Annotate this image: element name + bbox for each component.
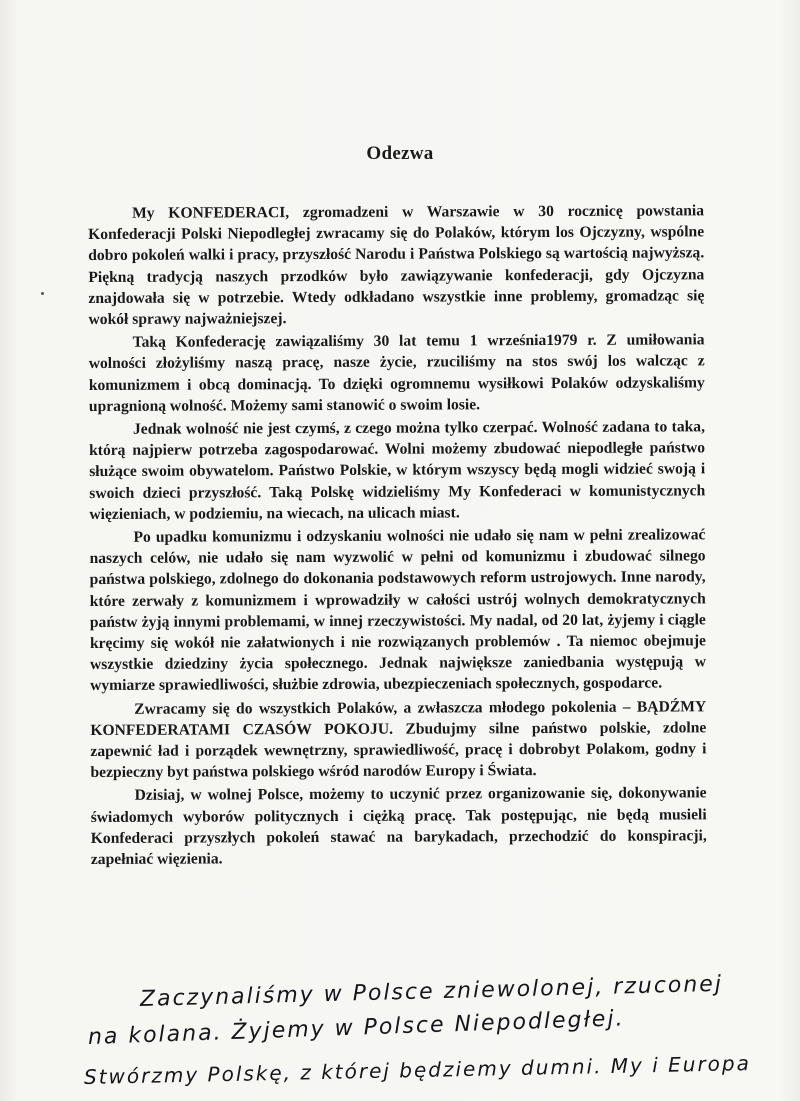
handwritten-line-1: Zaczynaliśmy w Polsce zniewolonej, rzuconej [139, 971, 724, 1012]
document-body [88, 200, 707, 872]
handwritten-note [0, 971, 800, 1101]
paragraph-1: My KONFEDERACI, zgromadzeni w Warszawie w 30 rocznicę powstania Konfederacji Polski Niepodległej zwracamy się do Polaków, którym los Ojczyzny, wspólne dobro pokoleń walki i pracy, przyszłość Narodu i Państwa Polskiego są wartością najwyższą. Piękną tradycją naszych przodków było zawiązywanie konfederacji, gdy Ojczyzna znajdowała się w potrzebie. Wtedy odkładano wszystkie inne problemy, gromadząc się wokół sprawy najważniejszej. [88, 202, 705, 329]
handwritten-line-2: na kolana. Żyjemy w Polsce Niepodległej. [87, 1006, 625, 1050]
paragraph-5: Zwracamy się do wszystkich Polaków, a zwłaszcza młodego pokolenia – BĄDŹMY KONFEDERATAMI CZASÓW POKOJU. Zbudujmy silne państwo polskie, zdolne zapewnić ład i porządek wewnętrzny, sprawiedliwość, pracę i dobrobyt Polakom, godny i bezpieczny byt państwa polskiego wśród narodów Europy i Świata. [90, 697, 707, 782]
scan-speck [41, 292, 44, 295]
document-title: Odezwa [366, 143, 434, 164]
handwritten-line-3: Stwórzmy Polskę, z której będziemy dumni. My i Europa [83, 1051, 752, 1089]
paragraph-3: Jednak wolność nie jest czymś, z czego można tylko czerpać. Wolność zadana to taka, którą najpierw potrzeba zagospodarować. Wolni możemy zbudować niepodległe państwo służące swoim obywatelom. Państwo Polskie, w którym wszyscy będą mogli widzieć swoją i swoich dzieci przyszłość. Taką Polskę widzieliśmy My Konfederaci w komunistycznych więzieniach, w podziemiu, na wiecach, na ulicach miast. [89, 418, 706, 523]
paragraph-4: Po upadku komunizmu i odzyskaniu wolności nie udało się nam w pełni zrealizować naszych celów, nie udało się nam wyzwolić w pełni od komunizmu i zbudować silnego państwa polskiego, zdolnego do dokonania podstawowych reform ustrojowych. Inne narody, które zerwały z komunizmem i wprowadziły w całości ustrój wolnych demokratycznych państw żyją innymi problemami, w innej rzeczywistości. My nadal, od 20 lat, żyjemy i ciągle kręcimy się wokół nie załatwionych i nie rozwiązanych problemów . Ta niemoc obejmuje wszystkie dziedziny życia społecznego. Jednak największe zaniedbania występują w wymiarze sprawiedliwości, służbie zdrowia, ubezpieczeniach społecznych, gospodarce. [89, 526, 707, 695]
paragraph-6: Dzisiaj, w wolnej Polsce, możemy to uczynić przez organizowanie się, dokonywanie świadomych wyborów politycznych i ciężką pracę. Tak postępując, nie będą musieli Konfederaci przyszłych pokoleń stawać na barykadach, przechodzić do konspiracji, zapełniać więzienia. [90, 784, 707, 869]
paragraph-2: Taką Konfederację zawiązaliśmy 30 lat temu 1 września1979 r. Z umiłowania wolności złożyliśmy naszą pracę, nasze życie, rzuciliśmy na stos swój los walcząc z komunizmem i obcą dominacją. To dzięki ogromnemu wysiłkowi Polaków odzyskaliśmy upragnioną wolność. Możemy sami stanowić o swoim losie. [88, 331, 705, 415]
